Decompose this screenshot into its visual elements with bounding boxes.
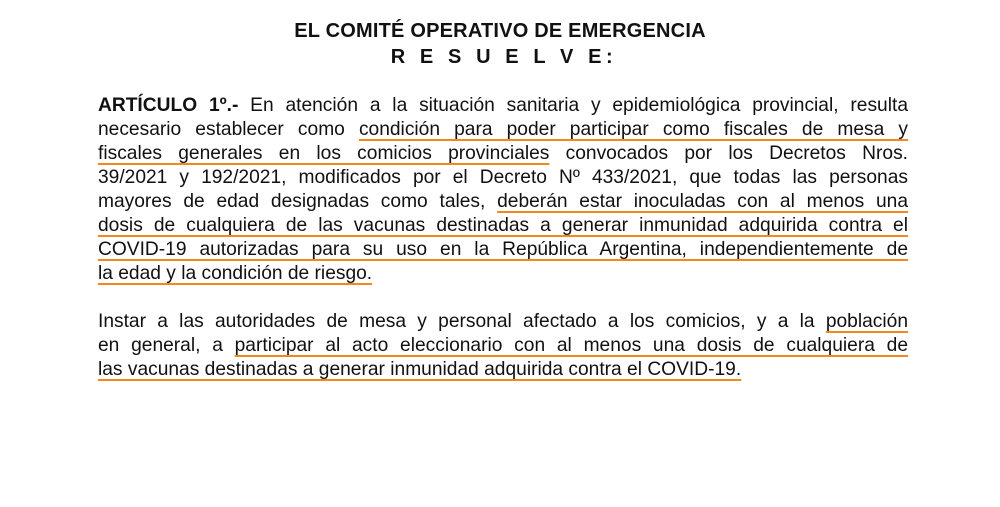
highlighted-text: fiscales generales en los comicios provinciales [98, 143, 550, 164]
highlighted-text: población [825, 311, 908, 332]
article-1-label: ARTÍCULO 1º.- [98, 95, 239, 116]
highlighted-text: participar al acto eleccionario con al menos una dosis de cualquiera de [234, 335, 908, 356]
article-1-line-1 [98, 94, 908, 118]
article-1-paragraph [98, 94, 908, 286]
article-1-line-7 [98, 238, 908, 262]
article-1-line-2 [98, 118, 908, 142]
article-1-text: 39/2021 y 192/2021, modificados por el Decreto Nº 433/2021, que todas las personas [98, 167, 908, 188]
instruction-line-1 [98, 310, 908, 334]
highlighted-text: condición para poder participar como fiscales de mesa y [358, 119, 908, 140]
instruction-line-3 [98, 358, 908, 382]
highlighted-text: dosis de cualquiera de las vacunas destinadas a generar inmunidad adquirida contra el [98, 215, 908, 236]
highlighted-text: deberán estar inoculadas con al menos una [497, 191, 908, 212]
instruction-line-2 [98, 334, 908, 358]
document-title: EL COMITÉ OPERATIVO DE EMERGENCIA [294, 20, 706, 42]
article-1-line-4 [98, 166, 908, 190]
article-1-line-6 [98, 214, 908, 238]
article-1-text: mayores de edad designadas como tales, [98, 191, 498, 212]
highlighted-text: las vacunas destinadas a generar inmunidad adquirida contra el COVID-19. [98, 359, 742, 380]
article-1-text: En atención a la situación sanitaria y epidemiológica provincial, resulta [238, 95, 908, 116]
instruction-paragraph [98, 310, 908, 382]
article-1-line-8 [98, 262, 908, 286]
document-subtitle: R E S U E L V E: [390, 46, 618, 68]
article-1-line-3 [98, 142, 908, 166]
highlighted-text: la edad y la condición de riesgo. [98, 263, 373, 284]
instruction-text: Instar a las autoridades de mesa y personal afectado a los comicios, y a la [98, 311, 826, 332]
article-1-line-5 [98, 190, 908, 214]
article-1-text: convocados por los Decretos Nros. [549, 143, 908, 164]
article-1-text: necesario establecer como [98, 119, 359, 140]
instruction-text: en general, a [98, 335, 235, 356]
highlighted-text: COVID-19 autorizadas para su uso en la República Argentina, independientemente de [98, 239, 908, 260]
